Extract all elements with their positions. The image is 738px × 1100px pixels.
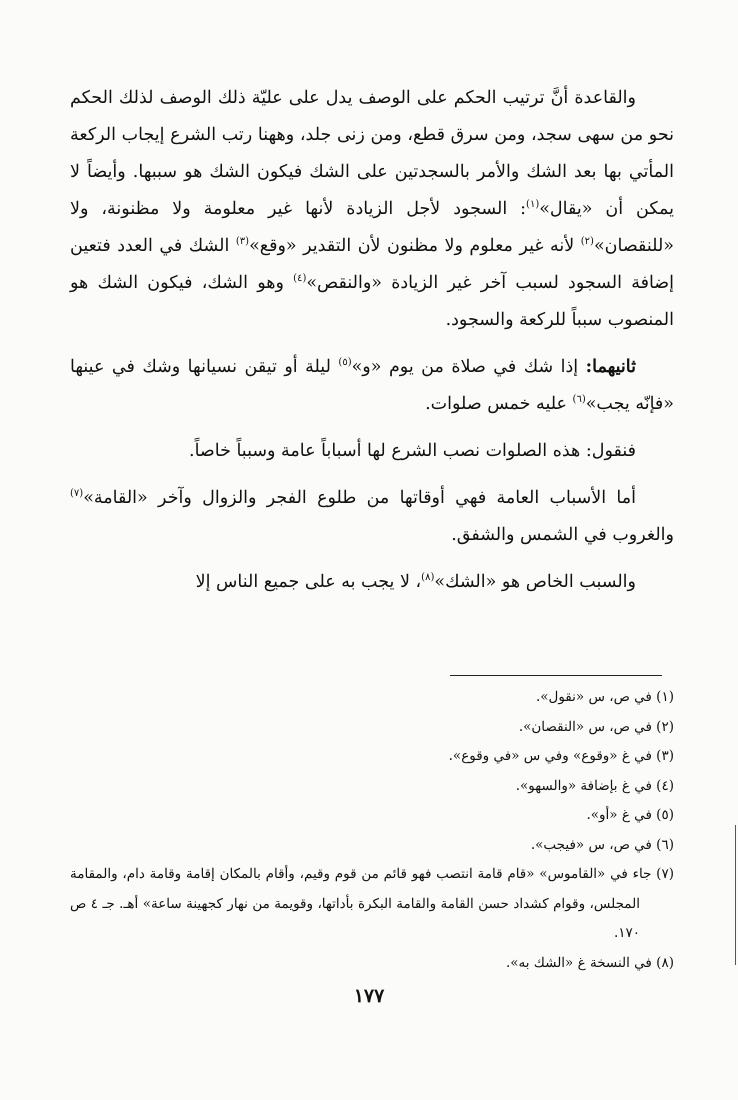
paragraph-lead: ثانيهما: [585, 357, 636, 377]
text-run: ، لا يجب به على جميع الناس إلا [195, 572, 422, 592]
paragraph-1 [70, 80, 674, 339]
page-number: ١٧٧ [353, 985, 385, 1007]
footnote-3: (٣) في غ «وقوع» وفي س «في وقوع». [448, 748, 674, 764]
text-run: وهو الشك، فيكون الشك هو المنصوب سبباً للركعة والسجود. [70, 273, 674, 330]
footnote-8: (٨) في النسخة غ «الشك به». [505, 954, 674, 971]
text-run: : السجود لأجل الزيادة لأنها غير معلومة ولا مظنونة، ولا «للنقصان» [70, 199, 674, 256]
text-run: والقاعدة أنَّ ترتيب الحكم على الوصف يدل على عليّة ذلك الوصف لذلك الحكم نحو من سهى سجد، ومن سرق قطع، ومن زنى جلد، وههنا رتب الشرع إيجاب الركعة المأتي بها بعد الشك والأمر بالسجدتين على الشك فيكون الشك هو سببها. وأيضاً لا يمكن أن «يقال» [70, 88, 674, 219]
text-run: فنقول: هذه الصلوات نصب الشرع لها أسباباً عامة وسبباً خاصاً. [189, 441, 636, 461]
text-run: الشك في العدد فتعين إضافة السجود لسبب آخر غير الزيادة «والنقص» [70, 236, 674, 293]
scan-edge-mark [735, 825, 736, 965]
text-run: والسبب الخاص هو «الشك» [434, 572, 636, 592]
footnote-ref-8: (٨) [421, 572, 435, 584]
text-run: والغروب في الشمس والشفق. [451, 525, 674, 545]
text-run: ليلة أو تيقن نسيانها وشك في عينها «فإنّه يجب» [70, 357, 674, 414]
text-run: لأنه غير معلوم ولا مظنون لأن التقدير «وقع» [249, 236, 581, 256]
footnote-ref-7: (٧) [70, 488, 84, 500]
main-text [70, 80, 674, 601]
paragraph-5 [70, 564, 674, 601]
footnote-ref-3: (٣) [235, 236, 250, 248]
paragraph-4 [70, 480, 674, 554]
footnote-ref-4: (٤) [293, 273, 307, 285]
footnote-ref-1: (١) [526, 199, 540, 211]
footnote-6: (٦) في ص، س «فيجب». [530, 836, 674, 853]
text-run: إذا شك في صلاة من يوم «و» [351, 357, 586, 377]
footnote-ref-2: (٢) [580, 236, 594, 248]
footnote-4: (٤) في غ بإضافة «والسهو». [515, 777, 674, 794]
footnotes [70, 683, 674, 978]
footnote-2: (٢) في ص، س «النقصان». [518, 718, 674, 735]
footnote-7: (٧) جاء في «القاموس» «قام قامة انتصب فهو قائم من قوم وقيم، وأقام بالمكان إقامة وقامة دام، والمقامة المجلس، وقوام كشداد حسن القامة والقامة البكرة بأداتها، وقويمة من نهار كجهينة ساعة» أهـ. جـ ٤ ص ١٧٠. [70, 866, 674, 941]
paragraph-3 [70, 433, 674, 470]
paragraph-2 [70, 349, 674, 423]
footnote-ref-5: (٥) [338, 357, 352, 369]
text-run: عليه خمس صلوات. [425, 394, 573, 414]
text-run: أما الأسباب العامة فهي أوقاتها من طلوع الفجر والزوال وآخر «القامة» [83, 488, 636, 508]
footnote-1: (١) في ص، س «نقول». [535, 689, 674, 705]
footnote-ref-6: (٦) [572, 394, 586, 406]
footnote-separator [450, 675, 662, 676]
footnote-5: (٥) في غ «أو». [586, 807, 674, 823]
